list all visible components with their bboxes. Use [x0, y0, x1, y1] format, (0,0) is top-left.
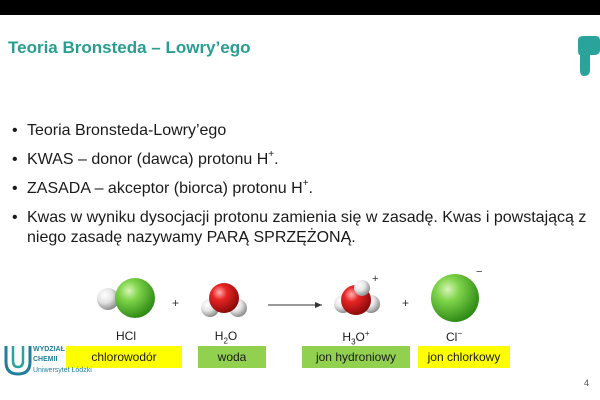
formula-h2o-h: H [214, 329, 224, 343]
hydronium-charge: + [372, 273, 379, 285]
bullet-item [12, 150, 587, 170]
formula-h2o-sub: 2 [223, 336, 228, 346]
formula-h2o-o: O [227, 329, 238, 343]
slide-title: Teoria Bronsteda – Lowry’ego [8, 38, 251, 57]
top-black-bar [0, 0, 600, 15]
chloride-charge: − [476, 266, 483, 278]
bullet-item [12, 179, 587, 199]
university-line-chemistry: CHEMII [33, 356, 58, 363]
formula-h3o [326, 329, 386, 346]
plus-sign: + [172, 296, 180, 310]
chloride-ion-icon [431, 274, 479, 322]
bullet-tail: . [274, 151, 279, 168]
formula-hcl [96, 329, 156, 343]
formula-h3o-o: O [355, 330, 365, 344]
formula-h3o-h: H [342, 330, 352, 344]
water-molecule-icon [201, 283, 247, 317]
proton-charge: + [302, 178, 309, 189]
formula-h3o-sup: + [364, 329, 370, 338]
hydronium-molecule-icon [334, 280, 380, 315]
page-number: 4 [584, 378, 590, 388]
bullet-text: Teoria Bronsteda-Lowry’ego [27, 122, 227, 139]
university-line-name: Uniwersytet Łódzki [33, 367, 92, 374]
name-box-hcl: chlorowodór [66, 346, 182, 368]
hcl-molecule-icon [97, 278, 155, 318]
bullet-text: ZASADA – akceptor (biorca) protonu H [27, 180, 303, 197]
university-line-faculty: WYDZIAŁ [33, 346, 65, 353]
plus-sign: + [402, 296, 410, 310]
formula-h3o-sub: 3 [351, 337, 356, 347]
formula-h2o [196, 329, 256, 345]
bullet-text: KWAS – donor (dawca) protonu H [27, 151, 269, 168]
formula-cl [424, 329, 484, 344]
name-box-h2o: woda [198, 346, 266, 368]
name-box-cl: jon chlorkowy [418, 346, 510, 368]
formula-cl-text: Cl [445, 330, 458, 344]
bullet-list [12, 121, 587, 257]
brand-logo-icon [574, 36, 600, 76]
formula-cl-sup: − [457, 329, 462, 338]
proton-charge: + [268, 149, 275, 160]
bullet-text: Kwas w wyniku dysocjacji protonu zamienia się w zasadę. Kwas i powstającą z niego zasadę nazywamy PARĄ SPRZĘŻONĄ. [27, 209, 587, 246]
name-box-h3o: jon hydroniowy [302, 346, 410, 368]
bullet-tail: . [308, 180, 313, 197]
bullet-item [12, 121, 587, 141]
formula-hcl-text: HCl [116, 329, 136, 343]
bullet-item [12, 208, 587, 248]
